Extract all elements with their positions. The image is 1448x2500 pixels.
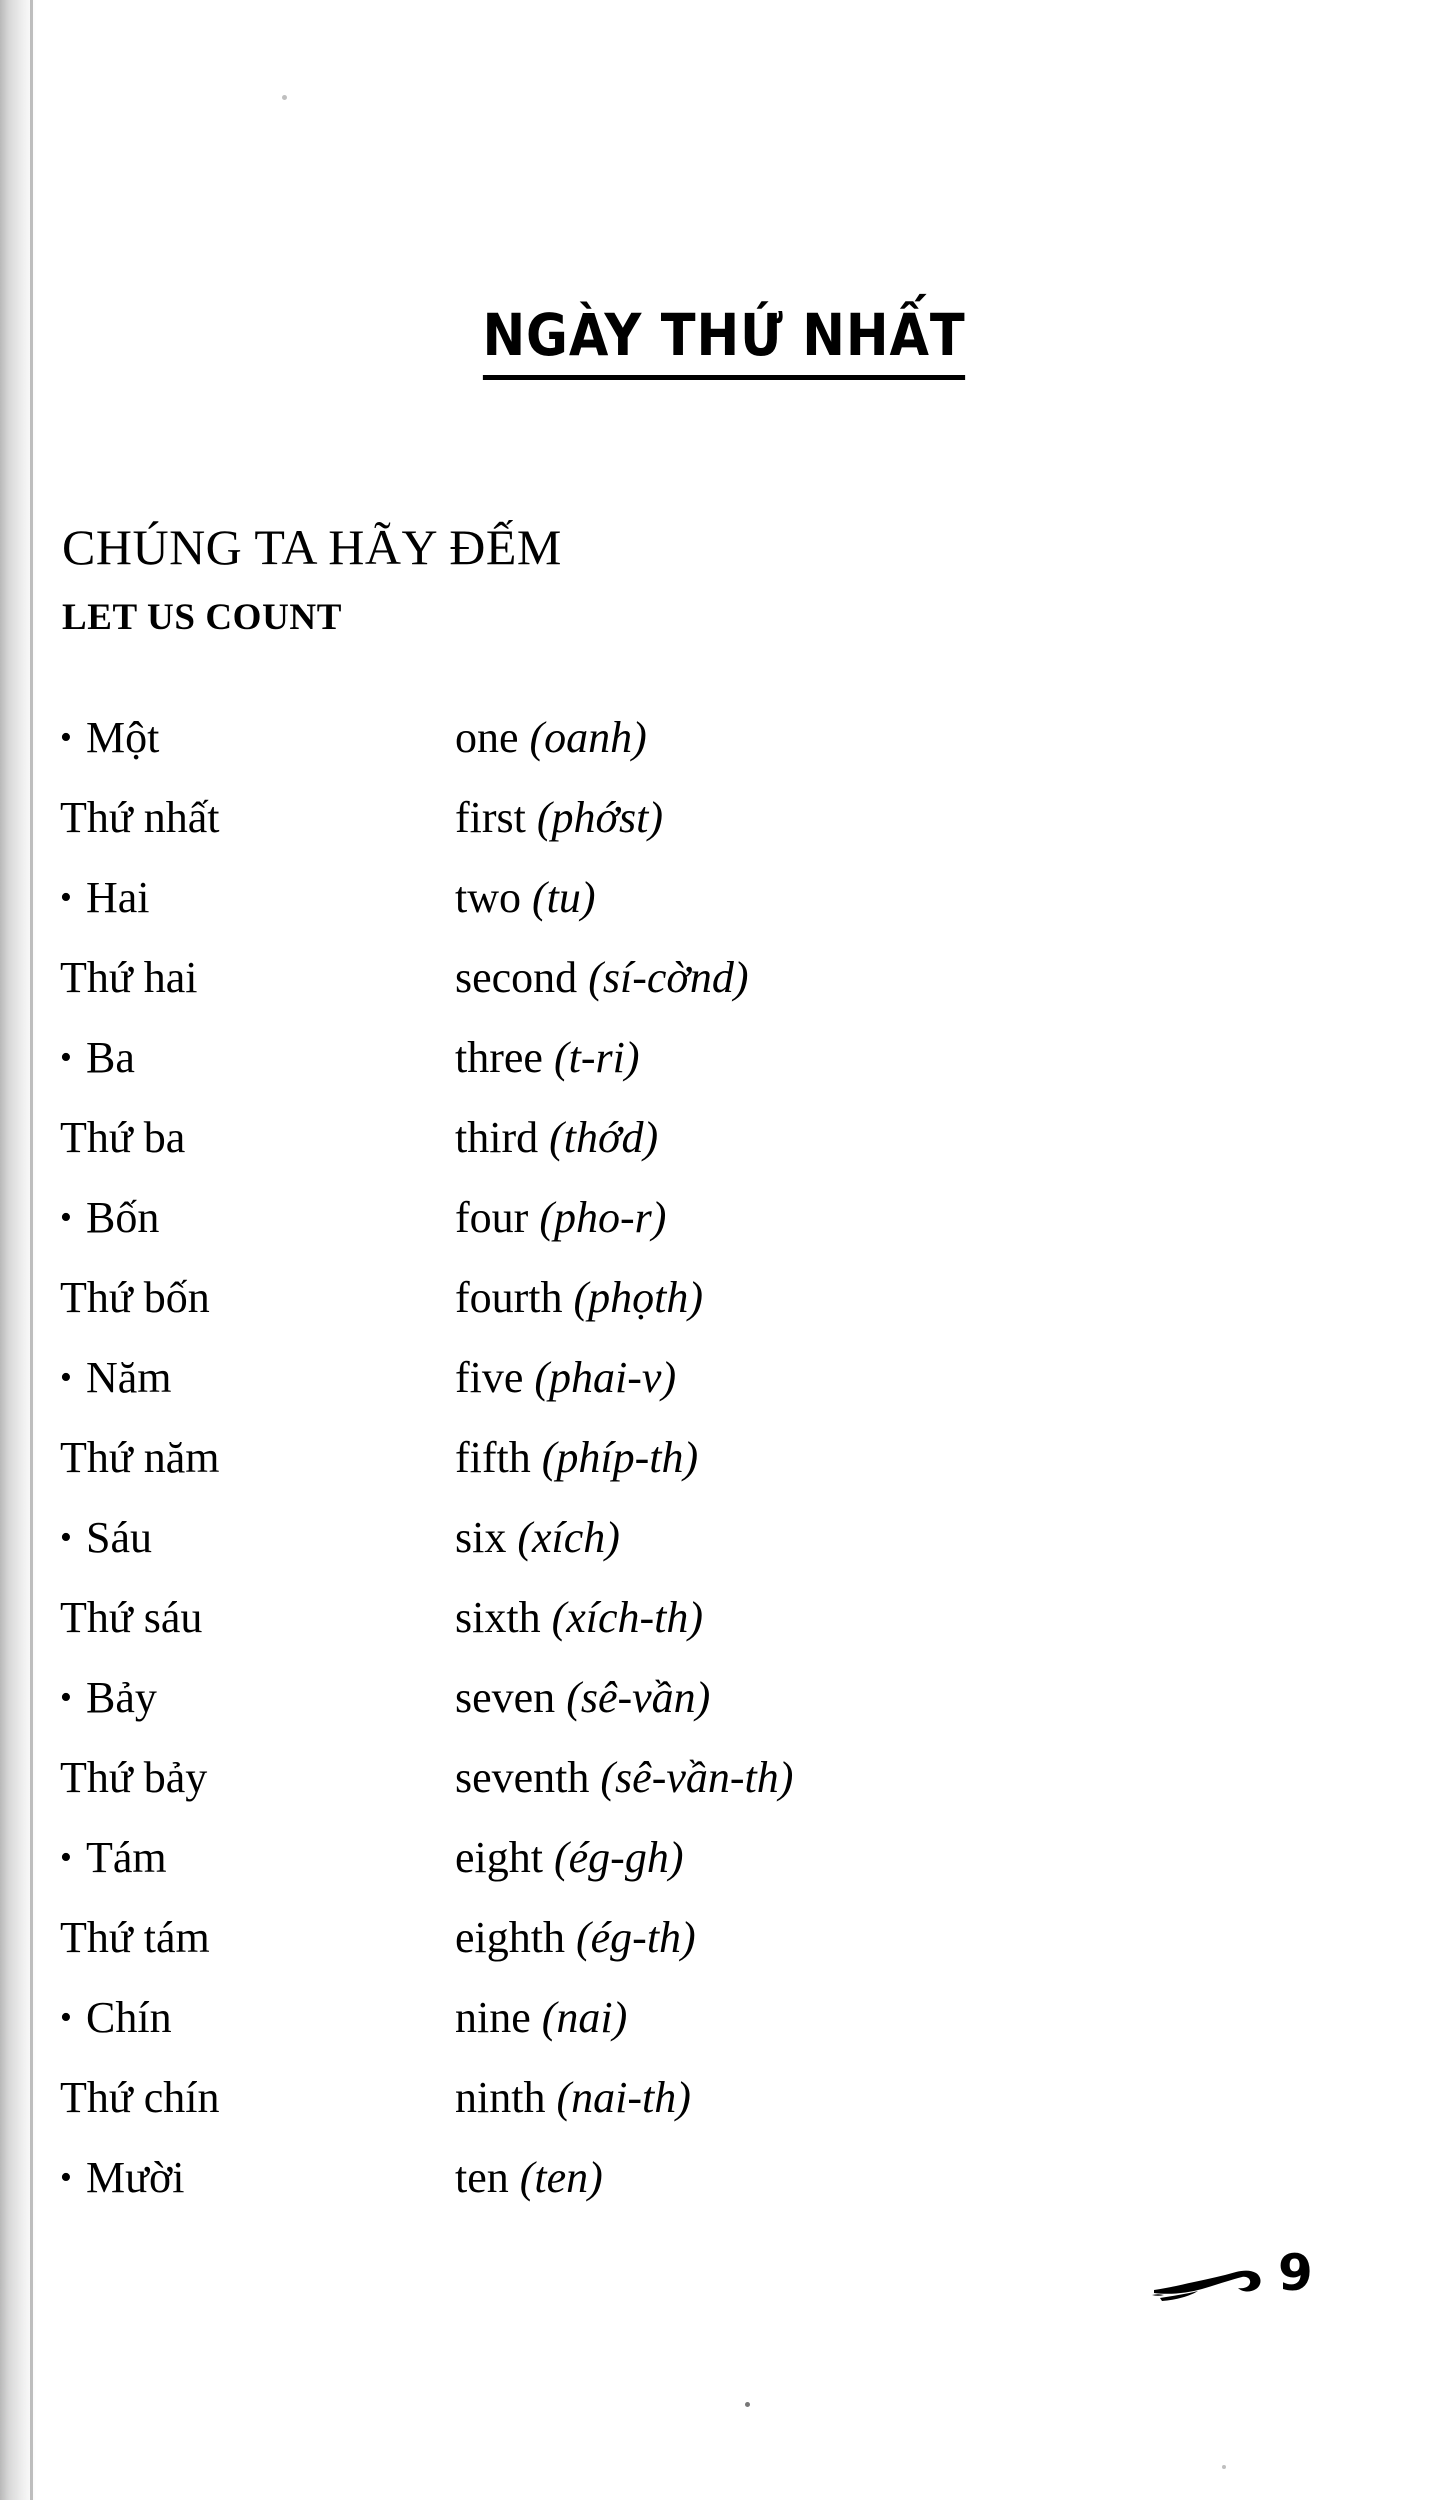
- english-gloss: [455, 1032, 639, 1083]
- vietnamese-term: [60, 792, 450, 843]
- list-item: [0, 1592, 1448, 1672]
- english-text: seventh: [455, 1753, 590, 1802]
- vietnamese-term: [60, 872, 450, 923]
- page-title: [87, 301, 1361, 369]
- vietnamese-term: [60, 2072, 450, 2123]
- phonetic-text: (phớst): [536, 793, 664, 842]
- english-text: three: [455, 1033, 543, 1082]
- english-gloss: [455, 2072, 691, 2123]
- phonetic-text: (ten): [519, 2153, 603, 2202]
- vietnamese-term: [60, 1592, 450, 1643]
- vietnamese-text: Thứ chín: [60, 2073, 220, 2122]
- list-item: [0, 1032, 1448, 1112]
- vietnamese-text: Năm: [86, 1353, 172, 1402]
- phonetic-text: (sí-cờnd): [588, 953, 749, 1002]
- vietnamese-term: [60, 1672, 450, 1723]
- list-item: [0, 1672, 1448, 1752]
- list-item: [0, 872, 1448, 952]
- phonetic-text: (xích): [517, 1513, 620, 1562]
- english-gloss: [455, 2152, 603, 2203]
- english-text: ninth: [455, 2073, 546, 2122]
- list-item: [0, 1752, 1448, 1832]
- vietnamese-term: [60, 1112, 450, 1163]
- english-text: third: [455, 1113, 539, 1162]
- list-item: [0, 952, 1448, 1032]
- vietnamese-term: [60, 1192, 450, 1243]
- vietnamese-text: Thứ nhất: [60, 793, 220, 842]
- english-text: second: [455, 953, 578, 1002]
- english-gloss: [455, 872, 596, 923]
- english-text: first: [455, 793, 526, 842]
- english-gloss: [455, 1912, 696, 1963]
- bullet-icon: •: [60, 1519, 72, 1556]
- list-item: [0, 1352, 1448, 1432]
- vietnamese-term: [60, 1352, 450, 1403]
- vietnamese-term: [60, 1272, 450, 1323]
- vietnamese-term: [60, 952, 450, 1003]
- section-heading-vietnamese: CHÚNG TA HÃY ĐẾM: [62, 519, 562, 575]
- phonetic-text: (phíp-th): [541, 1433, 699, 1482]
- phonetic-text: (xích-th): [551, 1593, 704, 1642]
- english-gloss: [455, 1112, 658, 1163]
- phonetic-text: (ég-gh): [553, 1833, 684, 1882]
- phonetic-text: (tu): [532, 873, 596, 922]
- vietnamese-text: Mười: [86, 2153, 185, 2202]
- bullet-icon: •: [60, 1359, 72, 1396]
- list-item: [0, 2072, 1448, 2152]
- vietnamese-text: Thứ năm: [60, 1433, 220, 1482]
- list-item: [0, 1912, 1448, 1992]
- english-text: fourth: [455, 1273, 563, 1322]
- english-text: four: [455, 1193, 529, 1242]
- phonetic-text: (sê-vần-th): [600, 1753, 794, 1802]
- vietnamese-term: [60, 1832, 450, 1883]
- vietnamese-text: Thứ bốn: [60, 1273, 210, 1322]
- list-item: [0, 792, 1448, 872]
- phonetic-text: (oanh): [529, 713, 647, 762]
- vietnamese-text: Chín: [86, 1993, 172, 2042]
- page-title-text: NGÀY THỨ NHẤT: [482, 301, 965, 380]
- english-text: seven: [455, 1673, 556, 1722]
- page-footer: [1150, 2244, 1400, 2320]
- vietnamese-text: Tám: [86, 1833, 167, 1882]
- english-text: nine: [455, 1993, 531, 2042]
- list-item: [0, 2152, 1448, 2232]
- english-text: ten: [455, 2153, 509, 2202]
- vietnamese-text: Bốn: [86, 1193, 160, 1242]
- english-text: two: [455, 873, 521, 922]
- vietnamese-text: Bảy: [86, 1673, 157, 1722]
- phonetic-text: (phai-v): [534, 1353, 677, 1402]
- section-heading-english: LET US COUNT: [62, 597, 342, 638]
- vietnamese-text: Thứ sáu: [60, 1593, 203, 1642]
- vietnamese-text: Ba: [86, 1033, 135, 1082]
- english-text: sixth: [455, 1593, 541, 1642]
- list-item: [0, 1432, 1448, 1512]
- bullet-icon: •: [60, 1839, 72, 1876]
- english-gloss: [455, 1992, 627, 2043]
- vietnamese-term: [60, 1992, 450, 2043]
- phonetic-text: (phọth): [573, 1273, 704, 1322]
- vietnamese-term: [60, 1752, 450, 1803]
- list-item: [0, 1192, 1448, 1272]
- vietnamese-text: Thứ tám: [60, 1913, 210, 1962]
- scan-speck: [745, 2402, 750, 2407]
- bullet-icon: •: [60, 1999, 72, 2036]
- english-gloss: [455, 1672, 710, 1723]
- bullet-icon: •: [60, 719, 72, 756]
- english-gloss: [455, 1752, 793, 1803]
- vietnamese-text: Thứ bảy: [60, 1753, 208, 1802]
- english-text: fifth: [455, 1433, 531, 1482]
- english-gloss: [455, 1512, 620, 1563]
- english-gloss: [455, 1592, 703, 1643]
- vietnamese-term: [60, 2152, 450, 2203]
- english-gloss: [455, 952, 749, 1003]
- english-gloss: [455, 1352, 676, 1403]
- english-gloss: [455, 1432, 698, 1483]
- english-gloss: [455, 1192, 666, 1243]
- vietnamese-term: [60, 1432, 450, 1483]
- phonetic-text: (t-ri): [553, 1033, 640, 1082]
- bullet-icon: •: [60, 879, 72, 916]
- vietnamese-text: Thứ ba: [60, 1113, 186, 1162]
- list-item: [0, 1512, 1448, 1592]
- english-text: six: [455, 1513, 507, 1562]
- english-text: one: [455, 713, 519, 762]
- english-text: five: [455, 1353, 524, 1402]
- english-text: eight: [455, 1833, 543, 1882]
- bullet-icon: •: [60, 1199, 72, 1236]
- vietnamese-term: [60, 1512, 450, 1563]
- english-gloss: [455, 712, 647, 763]
- english-gloss: [455, 1832, 683, 1883]
- number-word-list: [0, 712, 1448, 2232]
- bullet-icon: •: [60, 1039, 72, 1076]
- phonetic-text: (sê-vần): [566, 1673, 711, 1722]
- vietnamese-text: Một: [86, 713, 160, 762]
- phonetic-text: (thớd): [549, 1113, 659, 1162]
- vietnamese-term: [60, 1912, 450, 1963]
- phonetic-text: (nai): [541, 1993, 628, 2042]
- bullet-icon: •: [60, 1679, 72, 1716]
- list-item: [0, 1832, 1448, 1912]
- vietnamese-term: [60, 1032, 450, 1083]
- flourish-ornament-icon: [1150, 2258, 1270, 2304]
- list-item: [0, 1112, 1448, 1192]
- phonetic-text: (pho-r): [539, 1193, 667, 1242]
- phonetic-text: (ég-th): [575, 1913, 696, 1962]
- bullet-icon: •: [60, 2159, 72, 2196]
- english-gloss: [455, 792, 663, 843]
- phonetic-text: (nai-th): [556, 2073, 691, 2122]
- vietnamese-term: [60, 712, 450, 763]
- english-gloss: [455, 1272, 703, 1323]
- list-item: [0, 1272, 1448, 1352]
- vietnamese-text: Thứ hai: [60, 953, 198, 1002]
- vietnamese-text: Hai: [86, 873, 150, 922]
- vietnamese-text: Sáu: [86, 1513, 152, 1562]
- page-number: 9: [1278, 2244, 1313, 2302]
- english-text: eighth: [455, 1913, 565, 1962]
- list-item: [0, 1992, 1448, 2072]
- list-item: [0, 712, 1448, 792]
